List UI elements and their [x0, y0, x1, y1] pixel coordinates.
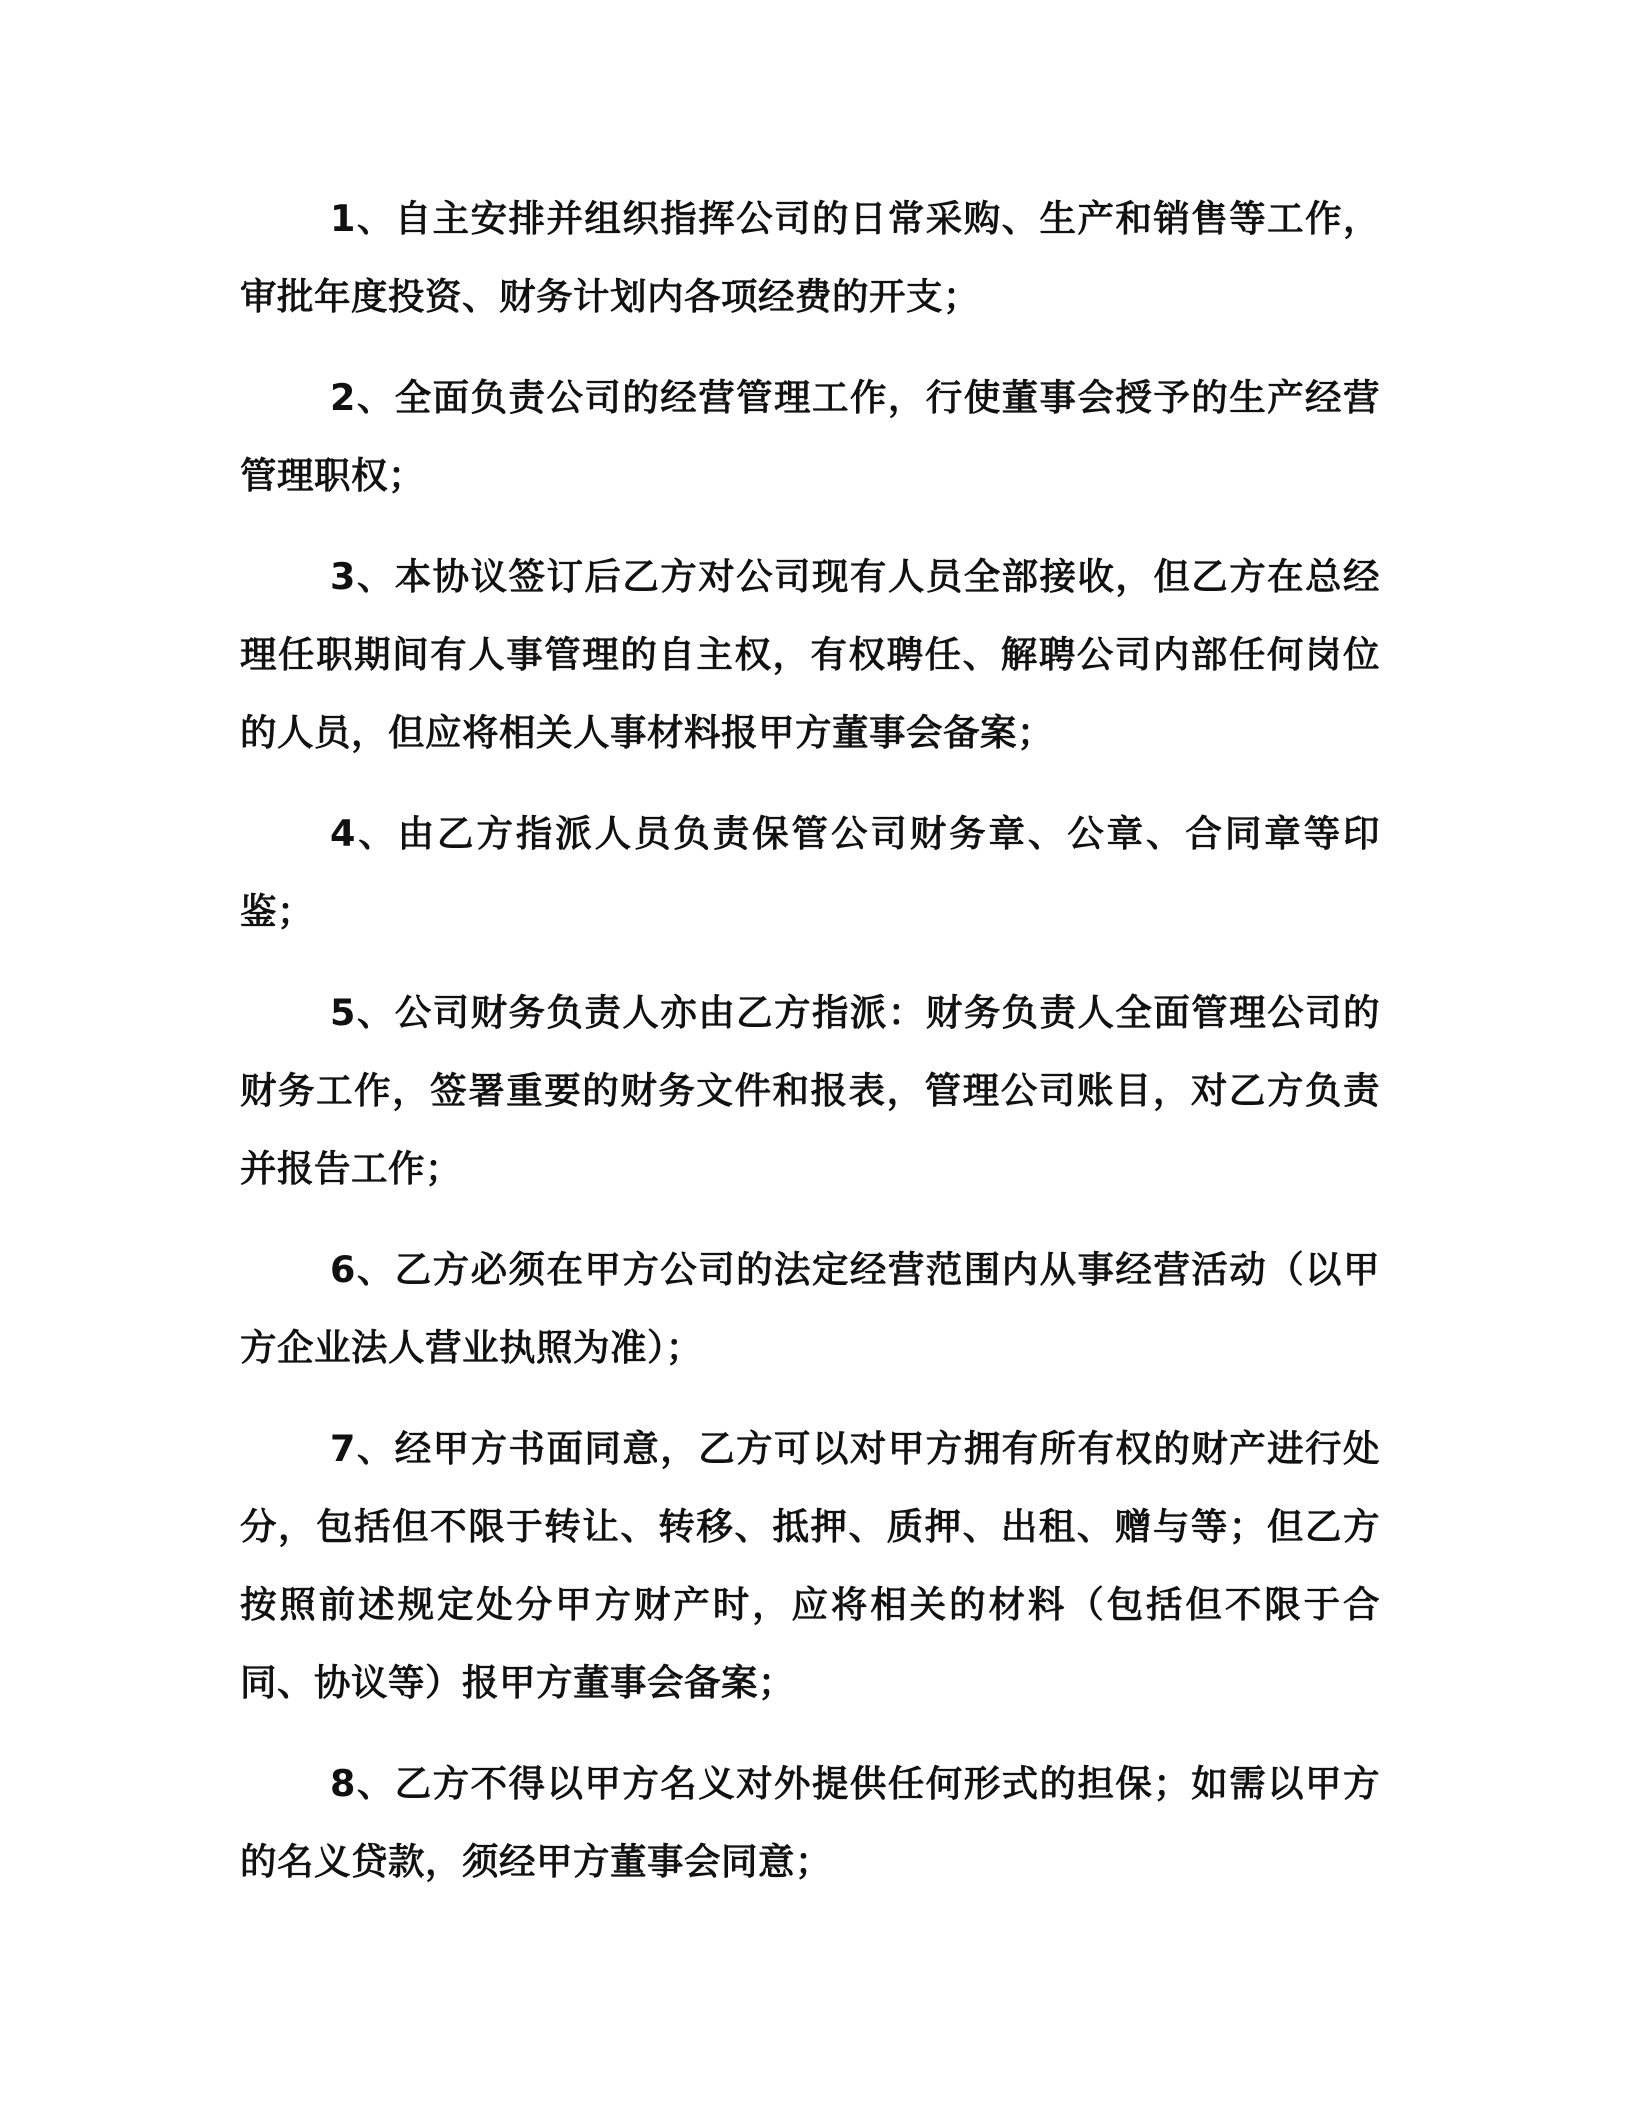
document-body	[240, 180, 1380, 1924]
paragraph-3: 3、本协议签订后乙方对公司现有人员全部接收，但乙方在总经理任职期间有人事管理的自主权，有权聘任、解聘公司内部任何岗位的人员，但应将相关人事材料报甲方董事会备案；	[240, 555, 1380, 754]
paragraph-2: 2、全面负责公司的经营管理工作，行使董事会授予的生产经营管理职权；	[240, 376, 1380, 497]
paragraph-7: 7、经甲方书面同意，乙方可以对甲方拥有所有权的财产进行处分，包括但不限于转让、转移、抵押、质押、出租、赠与等；但乙方按照前述规定处分甲方财产时，应将相关的材料（包括但不限于合同、协议等）报甲方董事会备案；	[240, 1427, 1380, 1704]
paragraph-4: 4、由乙方指派人员负责保管公司财务章、公章、合同章等印鉴；	[240, 812, 1380, 933]
paragraph-1: 1、自主安排并组织指挥公司的日常采购、生产和销售等工作，审批年度投资、财务计划内各项经费的开支；	[240, 197, 1380, 318]
paragraph-5: 5、公司财务负责人亦由乙方指派：财务负责人全面管理公司的财务工作，签署重要的财务文件和报表，管理公司账目，对乙方负责并报告工作；	[240, 991, 1380, 1190]
paragraph-8: 8、乙方不得以甲方名义对外提供任何形式的担保；如需以甲方的名义贷款，须经甲方董事会同意；	[240, 1762, 1380, 1883]
paragraph-6: 6、乙方必须在甲方公司的法定经营范围内从事经营活动（以甲方企业法人营业执照为准）；	[240, 1248, 1380, 1369]
